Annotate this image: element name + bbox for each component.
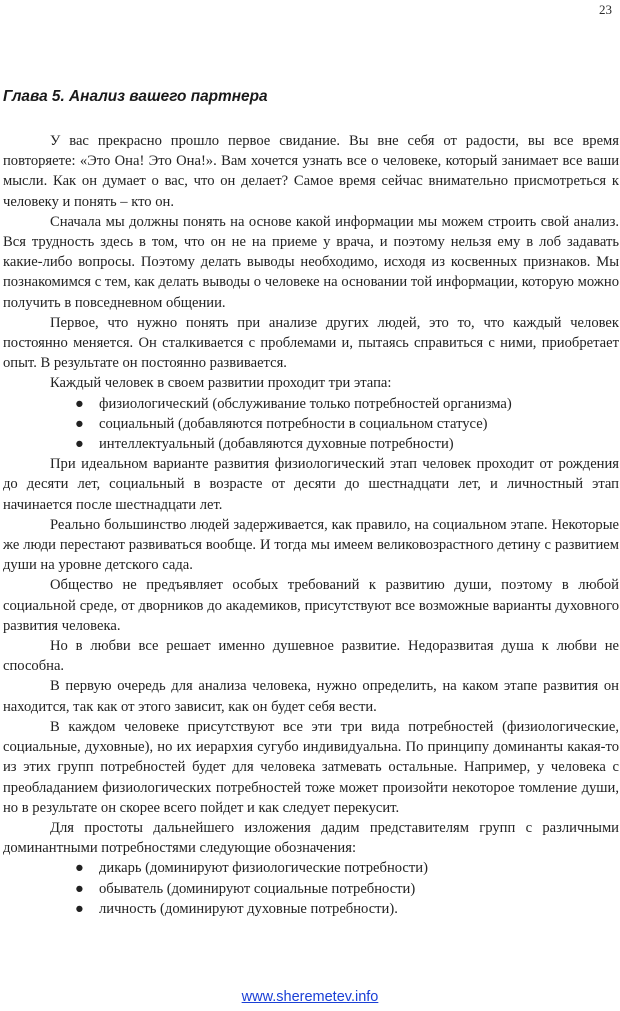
list-item	[3, 858, 619, 878]
list-item-text: физиологический (обслуживание только потребностей организма)	[99, 395, 512, 412]
paragraph: Но в любви все решает именно душевное развитие. Недоразвитая душа к любви не способна.	[3, 638, 619, 675]
paragraph: Для простоты дальнейшего изложения дадим представителям групп с различными доминантными потребностями следующие обозначения:	[3, 819, 619, 857]
chapter-title: Глава 5. Анализ вашего партнера	[3, 88, 268, 105]
paragraph: При идеальном варианте развития физиологический этап человек проходит от рождения до десяти лет, социальный в возрасте от десяти до шестнадцати лет, и личностный этап начинается после шестнадцати лет.	[3, 456, 619, 513]
bullet-icon: ●	[75, 860, 84, 877]
paragraph: Каждый человек в своем развитии проходит три этапа:	[50, 375, 392, 392]
list-item-text: обыватель (доминируют социальные потребности)	[99, 880, 416, 897]
page-number: 23	[599, 2, 612, 17]
list-item-text: интеллектуальный (добавляются духовные потребности)	[99, 436, 454, 453]
paragraph: В каждом человеке присутствуют все эти три вида потребностей (физиологические, социальные, духовные), но их иерархия сугубо индивидуальна. По принципу доминанты какая-то из этих групп потребностей будет для человека затмевать остальные. Например, у человека с преобладанием физиологических потребностей тоже может произойти некоторое томление души, но в результате он скорее всего пойдет и как следует перекусит.	[3, 718, 619, 816]
list-item-text: дикарь (доминируют физиологические потребности)	[99, 860, 428, 877]
list-item	[3, 414, 619, 434]
list-item	[3, 879, 619, 899]
bullet-icon: ●	[75, 395, 84, 412]
list-item-text: личность (доминируют духовные потребности).	[99, 900, 398, 917]
list-item	[3, 899, 619, 919]
bullet-icon: ●	[75, 880, 84, 897]
footer-website-link[interactable]: www.sheremetev.info	[241, 989, 379, 1005]
paragraph: Общество не предъявляет особых требований к развитию души, поэтому в любой социальной среде, от дворников до академиков, присутствуют все возможные варианты духовного развития человека.	[3, 577, 619, 634]
development-stages-list	[3, 394, 619, 455]
list-item	[3, 394, 619, 414]
paragraph: Реально большинство людей задерживается, как правило, на социальном этапе. Некоторые же люди перестают развиваться вообще. И тогда мы имеем великовозрастного детину с развитием души на уровне детского сада.	[3, 516, 619, 574]
list-item	[3, 434, 619, 454]
bullet-icon: ●	[75, 415, 84, 432]
bullet-icon: ●	[75, 436, 84, 453]
personality-types-list	[3, 858, 619, 919]
paragraph: У вас прекрасно прошло первое свидание. Вы вне себя от радости, вы все время повторяете: «Это Она! Это Она!». Вам хочется узнать все о человеке, который занимает все ваши мысли. Как он думает о вас, что он делает? Самое время сейчас внимательно присмотреться к человеку и понять – кто он.	[3, 133, 619, 210]
paragraph: Первое, что нужно понять при анализе других людей, это то, что каждый человек постоянно меняется. Он сталкивается с проблемами и, пытаясь справиться с ними, приобретает опыт. В результате он постоянно развивается.	[3, 314, 619, 372]
list-item-text: социальный (добавляются потребности в социальном статусе)	[99, 415, 488, 432]
bullet-icon: ●	[75, 900, 84, 917]
body-text	[3, 131, 619, 919]
paragraph: Сначала мы должны понять на основе какой информации мы можем строить свой анализ. Вся трудность здесь в том, что он не на приеме у врача, и поэтому нельзя ему в лоб задавать какие-либо вопросы. Поэтому делать выводы необходимо, исходя из косвенных признаков. Мы познакомимся с тем, как делать выводы о человеке на основании той информации, которую можно получить в повседневном общении.	[3, 213, 619, 311]
paragraph: В первую очередь для анализа человека, нужно определить, на каком этапе развития он находится, так как от этого зависит, как он будет себя вести.	[3, 678, 619, 715]
